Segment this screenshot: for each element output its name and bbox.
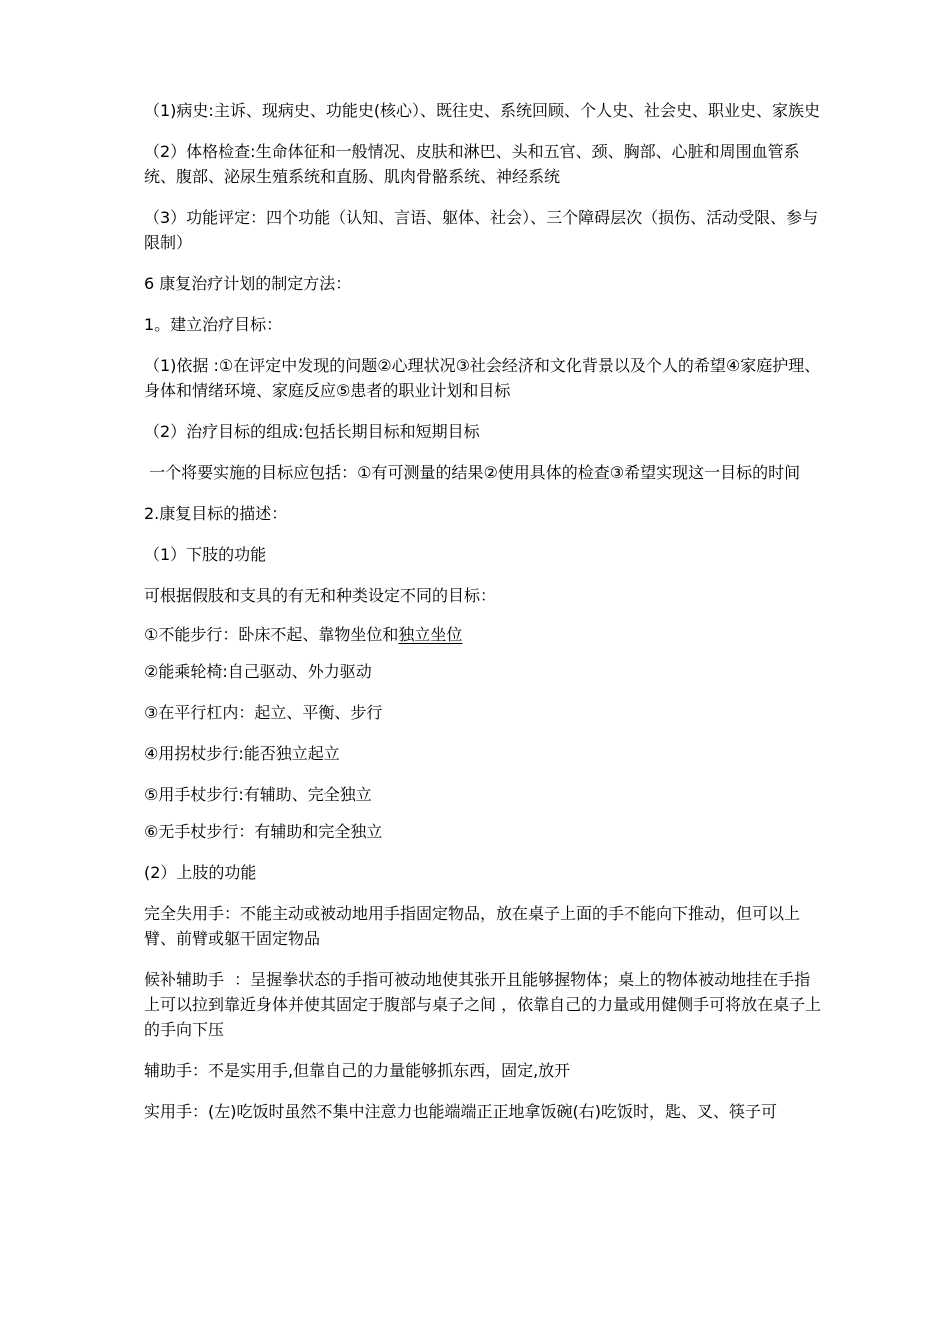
list-item-non-ambulatory (144, 622, 824, 647)
history-paragraph: （1)病史:主诉、现病史、功能史(核心）、既往史、系统回顾、个人史、社会史、职业史、家族史 (144, 101, 821, 120)
physical-exam-paragraph: （2）体格检查:生命体征和一般情况、皮肤和淋巴、头和五官、颈、胸部、心脏和周围血管系统、腹部、泌尿生殖系统和直肠、肌肉骨骼系统、神经系统 (144, 142, 800, 186)
practical-hand-paragraph: 实用手：(左)吃饭时虽然不集中注意力也能端端正正地拿饭碗(右)吃饭时，匙、叉、筷子可 (144, 1102, 777, 1121)
upper-limb-heading: (2）上肢的功能 (144, 863, 257, 882)
candidate-assist-paragraph: 候补辅助手 ：呈握拳状态的手指可被动地使其张开且能够握物体；桌上的物体被动地挂在手指上可以拉到靠近身体并使其固定于腹部与桌子之间 ，依靠自己的力量或用健侧手可将放在桌子上的手向下压 (144, 970, 822, 1039)
document-page (144, 98, 824, 1124)
section-heading-treatment-plan: 6 康复治疗计划的制定方法： (144, 274, 352, 293)
list-item-cane: ⑤用手杖步行:有辅助、完全独立 (144, 785, 372, 804)
function-assessment-paragraph: （3）功能评定：四个功能（认知、言语、躯体、社会）、三个障碍层次（损伤、活动受限、参与限制） (144, 208, 819, 252)
list-item-no-cane: ⑥无手杖步行：有辅助和完全独立 (144, 822, 383, 841)
complete-disuse-paragraph: 完全失用手：不能主动或被动地用手指固定物品，放在桌子上面的手不能向下推动，但可以上臂、前臂或躯干固定物品 (144, 904, 801, 948)
lower-limb-intro: 可根据假肢和支具的有无和种类设定不同的目标： (144, 586, 497, 605)
subheading-treatment-goals: 1。建立治疗目标： (144, 315, 283, 334)
list-item-crutches: ④用拐杖步行:能否独立起立 (144, 744, 340, 763)
subheading-goal-description: 2.康复目标的描述： (144, 504, 288, 523)
list-item-wheelchair: ②能乘轮椅:自己驱动、外力驱动 (144, 662, 372, 681)
assist-hand-paragraph: 辅助手：不是实用手,但靠自己的力量能够抓东西，固定,放开 (144, 1061, 571, 1080)
goal-content-paragraph: 一个将要实施的目标应包括：①有可测量的结果②使用具体的检查③希望实现这一目标的时间 (144, 463, 801, 482)
underlined-text: 独立坐位 (398, 625, 463, 644)
list-item-parallel-bars: ③在平行杠内：起立、平衡、步行 (144, 703, 383, 722)
basis-paragraph: （1)依据 :①在评定中发现的问题②心理状况③社会经济和文化背景以及个人的希望④家庭护理、身体和情绪环境、家庭反应⑤患者的职业计划和目标 (144, 356, 821, 400)
lower-limb-heading: （1）下肢的功能 (144, 545, 267, 564)
goal-composition-paragraph: （2）治疗目标的组成:包括长期目标和短期目标 (144, 422, 480, 441)
list-item-text: ①不能步行：卧床不起、靠物坐位和 (144, 625, 399, 644)
